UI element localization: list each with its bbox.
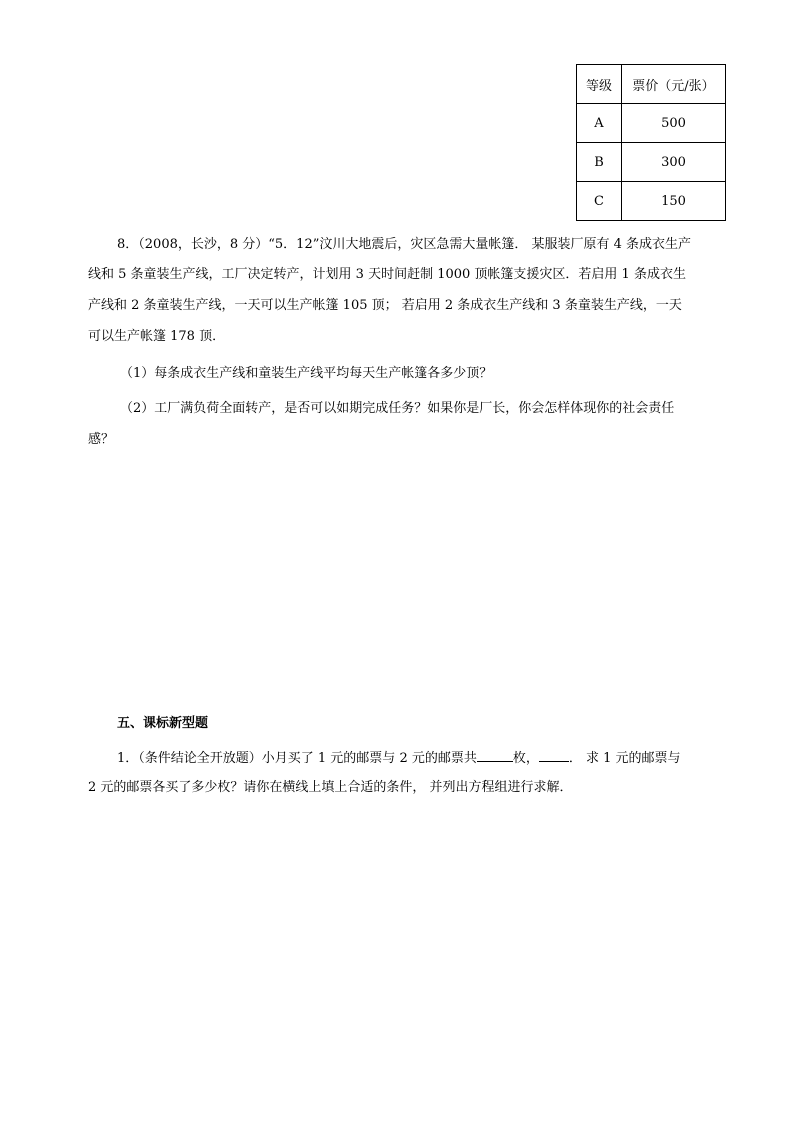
problem8-question1: （1）每条成衣生产线和童装生产线平均每天生产帐篷各多少顶？ [120,366,493,381]
problem1-text-c: ． 求 1 元的邮票与 [568,751,681,766]
grade-cell: C [577,182,622,221]
table-row [577,104,726,143]
grade-cell: B [577,143,622,182]
problem8-line2: 线和 5 条童装生产线，工厂决定转产，计划用 3 天时间赶制 1000 顶帐篷支援灾区．若启用 1 条成衣生 [88,267,686,282]
answer-blank-condition[interactable] [539,747,569,762]
ticket-price-table [576,64,726,221]
header-price: 票价（元/张） [622,65,726,104]
price-cell: 500 [622,104,726,143]
price-cell: 150 [622,182,726,221]
problem1-text-a: 1．（条件结论全开放题）小月买了 1 元的邮票与 2 元的邮票共 [117,751,477,766]
problem8-question2-line1: （2）工厂满负荷全面转产，是否可以如期完成任务？如果你是厂长，你会怎样体现你的社会责任 [120,401,675,416]
section5-problem1-line2: 2 元的邮票各买了多少枚？请你在横线上填上合适的条件， 并列出方程组进行求解． [88,780,573,795]
table-row [577,143,726,182]
section-heading: 五、课标新型题 [117,716,209,731]
problem8-line3: 产线和 2 条童装生产线，一天可以生产帐篷 105 顶； 若启用 2 条成衣生产线和 3 条童装生产线，一天 [88,298,682,313]
answer-blank-count[interactable] [477,747,513,762]
grade-cell: A [577,104,622,143]
table-header-row [577,65,726,104]
problem8-line4: 可以生产帐篷 178 顶． [88,329,226,344]
problem8-question2-line2: 感？ [88,432,115,447]
header-grade: 等级 [577,65,622,104]
problem8-line1: 8．（2008，长沙，8 分）“5．12”汶川大地震后，灾区急需大量帐篷． 某服装厂原有 4 条成衣生产 [117,237,692,252]
table-row [577,182,726,221]
price-cell: 300 [622,143,726,182]
problem1-text-b: 枚， [512,751,539,766]
section5-problem1-line1 [117,747,747,769]
